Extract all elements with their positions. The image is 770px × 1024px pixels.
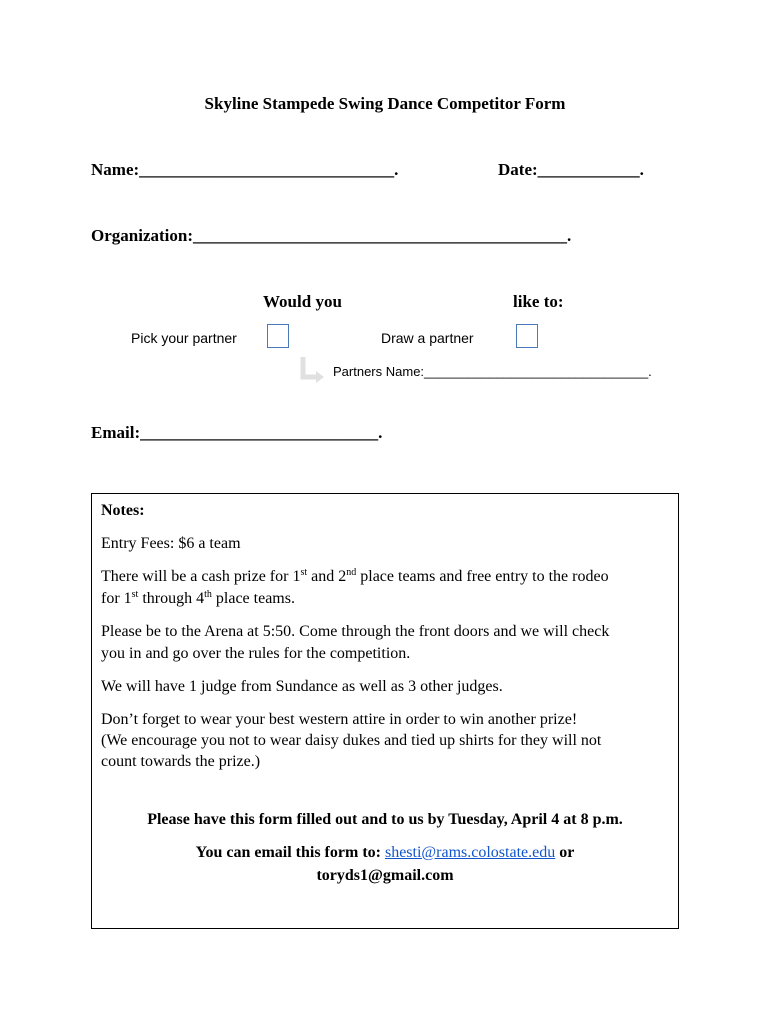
email-or-text: or — [555, 844, 575, 861]
prize-text-part: through 4 — [138, 590, 205, 607]
prize-text-part: place teams and free entry to the rodeo — [356, 568, 609, 585]
pick-partner-checkbox[interactable] — [267, 324, 289, 348]
email-field[interactable] — [91, 423, 382, 443]
name-line[interactable]: ______________________________. — [139, 160, 399, 179]
draw-partner-checkbox[interactable] — [516, 324, 538, 348]
prize-text-line1 — [101, 566, 609, 588]
attire-text-line2: (We encourage you not to wear daisy dukes and tied up shirts for they will not — [101, 732, 602, 749]
email-link[interactable]: shesti@rams.colostate.edu — [384, 844, 556, 861]
prize-text-part: There will be a cash prize for 1 — [101, 568, 301, 585]
entry-fees-text: Entry Fees: $6 a team — [101, 535, 241, 552]
would-you-heading: Would you — [263, 292, 342, 311]
name-field[interactable] — [91, 160, 398, 180]
partners-name-field[interactable] — [333, 364, 652, 379]
deadline-text: Please have this form filled out and to us by Tuesday, April 4 at 8 p.m. — [147, 811, 623, 828]
alternate-email: toryds1@gmail.com — [316, 867, 454, 884]
name-label: Name: — [91, 160, 140, 179]
arena-text-line2: you in and go over the rules for the competition. — [101, 645, 411, 662]
notes-box — [91, 493, 679, 929]
date-label: Date: — [498, 160, 538, 179]
attire-text-line3: count towards the prize.) — [101, 753, 261, 770]
pick-partner-label: Pick your partner — [131, 330, 237, 346]
judges-text: We will have 1 judge from Sundance as well as 3 other judges. — [101, 678, 503, 695]
email-prefix-text: You can email this form to: — [195, 844, 385, 861]
organization-field[interactable] — [91, 226, 571, 246]
prize-text-part: for 1 — [101, 590, 132, 607]
form-title: Skyline Stampede Swing Dance Competitor Form — [204, 94, 566, 113]
email-label: Email: — [91, 423, 141, 442]
email-instructions — [92, 844, 678, 862]
organization-label: Organization: — [91, 226, 193, 245]
ordinal-suffix: th — [204, 589, 212, 600]
arrow-right-icon — [300, 355, 326, 383]
ordinal-suffix: st — [131, 589, 139, 600]
email-line[interactable]: ____________________________. — [140, 423, 383, 442]
like-to-heading: like to: — [513, 292, 564, 311]
prize-text-line2 — [101, 588, 295, 610]
organization-line[interactable]: ____________________________________________. — [193, 226, 572, 245]
date-field[interactable] — [498, 160, 644, 180]
partners-name-label: Partners Name: — [333, 364, 425, 379]
prize-text-part: and 2 — [307, 568, 347, 585]
ordinal-suffix: nd — [346, 567, 357, 578]
prize-text-part: place teams. — [211, 590, 295, 607]
date-line[interactable]: ____________. — [537, 160, 644, 179]
ordinal-suffix: st — [300, 567, 308, 578]
arena-text-line1: Please be to the Arena at 5:50. Come through the front doors and we will check — [101, 623, 610, 640]
attire-text-line1: Don’t forget to wear your best western attire in order to win another prize! — [101, 711, 578, 728]
notes-heading: Notes: — [101, 502, 145, 519]
partners-name-line[interactable]: _______________________________. — [424, 364, 652, 379]
draw-partner-label: Draw a partner — [381, 330, 474, 346]
